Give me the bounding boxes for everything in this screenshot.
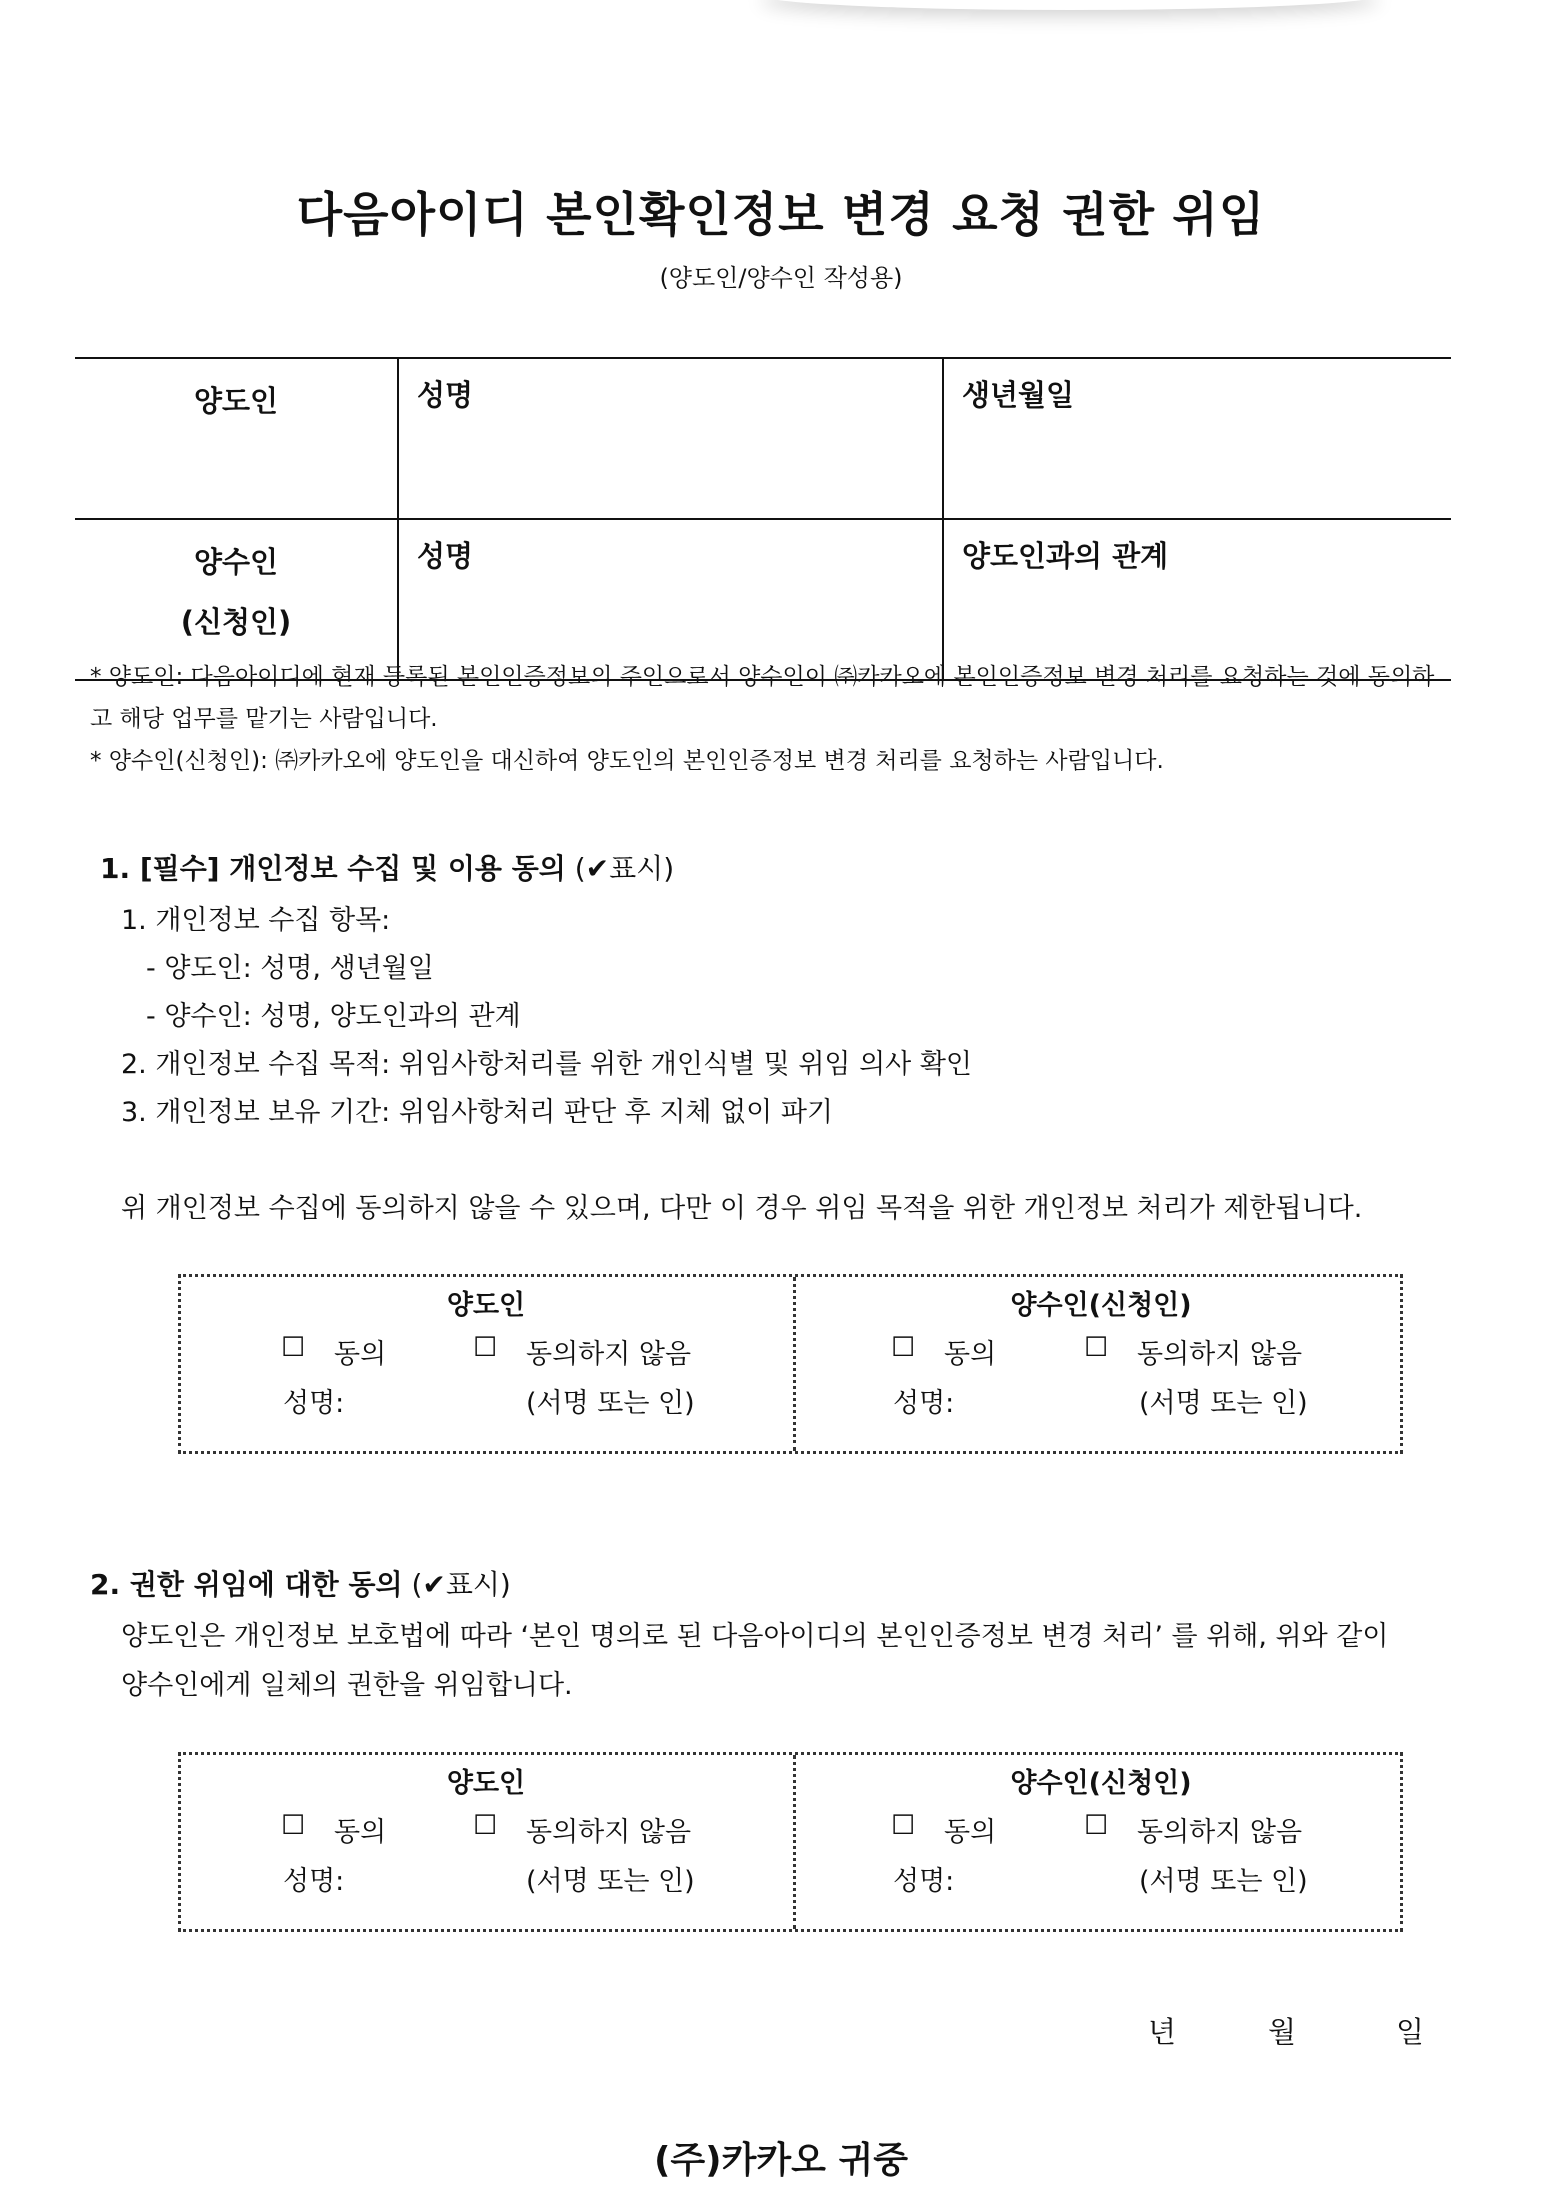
consent-right-title: 양수인(신청인) (1010, 1290, 1192, 1321)
page-title: 다음아이디 본인확인정보 변경 요청 권한 위임 (296, 188, 1266, 243)
sign-label[interactable]: (서명 또는 인) (1139, 1388, 1308, 1419)
disagree-checkbox[interactable]: ☐ (473, 1332, 498, 1363)
transferee-label-line2: (신청인) (180, 605, 292, 639)
agree-checkbox[interactable]: ☐ (281, 1332, 306, 1363)
disagree-checkbox[interactable]: ☐ (1084, 1810, 1109, 1841)
table-row (75, 358, 1451, 519)
note-transferor: * 양도인: 다음아이디에 현재 등록된 본인인증정보의 주인으로서 양수인이 ㈜카카오에 본인인증정보 변경 처리를 요청하는 것에 동의하고 해당 업무를 맡기는 사람입니다. (90, 664, 1435, 732)
agree-label: 동의 (334, 1339, 387, 1370)
section1-title: 1. [필수] 개인정보 수집 및 이용 동의 (100, 852, 566, 885)
party-info-table (75, 357, 1451, 681)
section1-notice: 위 개인정보 수집에 동의하지 않을 수 있으며, 다만 이 경우 위임 목적을 위한 개인정보 처리가 제한됩니다. (121, 1193, 1363, 1224)
sign-label[interactable]: (서명 또는 인) (526, 1866, 695, 1897)
section2-mark-hint: (✔표시) (411, 1568, 511, 1601)
transferee-label-line1: 양수인 (193, 545, 279, 579)
section1-item3: 3. 개인정보 보유 기간: 위임사항처리 판단 후 지체 없이 파기 (121, 1097, 833, 1128)
agree-checkbox[interactable]: ☐ (891, 1332, 916, 1363)
name-label: 성명: (893, 1388, 955, 1419)
sign-label[interactable]: (서명 또는 인) (526, 1388, 695, 1419)
section1-item2: 2. 개인정보 수집 목적: 위임사항처리를 위한 개인식별 및 위임 의사 확인 (121, 1049, 972, 1080)
relationship-field[interactable]: 양도인과의 관계 (943, 519, 1451, 680)
sign-label[interactable]: (서명 또는 인) (1139, 1866, 1308, 1897)
section1-item1-sub1: - 양도인: 성명, 생년월일 (146, 953, 434, 984)
section2-text-line1: 양도인은 개인정보 보호법에 따라 ‘본인 명의로 된 다음아이디의 본인인증정보 변경 처리’ 를 위해, 위와 같이 (121, 1621, 1389, 1652)
transferor-name-field[interactable]: 성명 (398, 358, 943, 519)
disagree-label: 동의하지 않음 (526, 1339, 692, 1370)
agree-label: 동의 (944, 1817, 997, 1848)
consent-left-title: 양도인 (446, 1290, 526, 1321)
section1-mark-hint: (✔표시) (574, 852, 675, 885)
transferor-birthdate-field[interactable]: 생년월일 (943, 358, 1451, 519)
page-subtitle: (양도인/양수인 작성용) (659, 264, 903, 292)
note-transferee: * 양수인(신청인): ㈜카카오에 양도인을 대신하여 양도인의 본인인증정보 변경 처리를 요청하는 사람입니다. (90, 748, 1164, 774)
section2-text-line2: 양수인에게 일체의 권한을 위임합니다. (121, 1670, 573, 1701)
consent-box-1 (178, 1274, 1403, 1454)
agree-label: 동의 (944, 1339, 997, 1370)
consent-right-title: 양수인(신청인) (1010, 1768, 1192, 1799)
disagree-label: 동의하지 않음 (526, 1817, 692, 1848)
date-year: 년 (1148, 2015, 1177, 2049)
definitions-notes (90, 656, 1450, 782)
consent-box-2 (178, 1752, 1403, 1932)
date-month: 월 (1268, 2015, 1297, 2049)
name-label: 성명: (893, 1866, 955, 1897)
disagree-label: 동의하지 않음 (1137, 1817, 1303, 1848)
consent-left-title: 양도인 (446, 1768, 526, 1799)
recipient-footer: (주)카카오 귀중 (653, 2140, 909, 2181)
name-label: 성명: (283, 1388, 345, 1419)
agree-checkbox[interactable]: ☐ (281, 1810, 306, 1841)
section1-item1: 1. 개인정보 수집 항목: (121, 905, 391, 936)
disagree-checkbox[interactable]: ☐ (473, 1810, 498, 1841)
disagree-label: 동의하지 않음 (1137, 1339, 1303, 1370)
disagree-checkbox[interactable]: ☐ (1084, 1332, 1109, 1363)
section2-title: 2. 권한 위임에 대한 동의 (90, 1568, 403, 1601)
top-shadow (760, 0, 1380, 10)
agree-checkbox[interactable]: ☐ (891, 1810, 916, 1841)
agree-label: 동의 (334, 1817, 387, 1848)
section2-heading (90, 1563, 511, 1603)
date-day: 일 (1396, 2015, 1425, 2049)
transferor-label: 양도인 (75, 358, 398, 519)
name-label: 성명: (283, 1866, 345, 1897)
transferee-name-field[interactable]: 성명 (398, 519, 943, 680)
section1-item1-sub2: - 양수인: 성명, 양도인과의 관계 (146, 1001, 521, 1032)
section1-heading (100, 847, 674, 887)
